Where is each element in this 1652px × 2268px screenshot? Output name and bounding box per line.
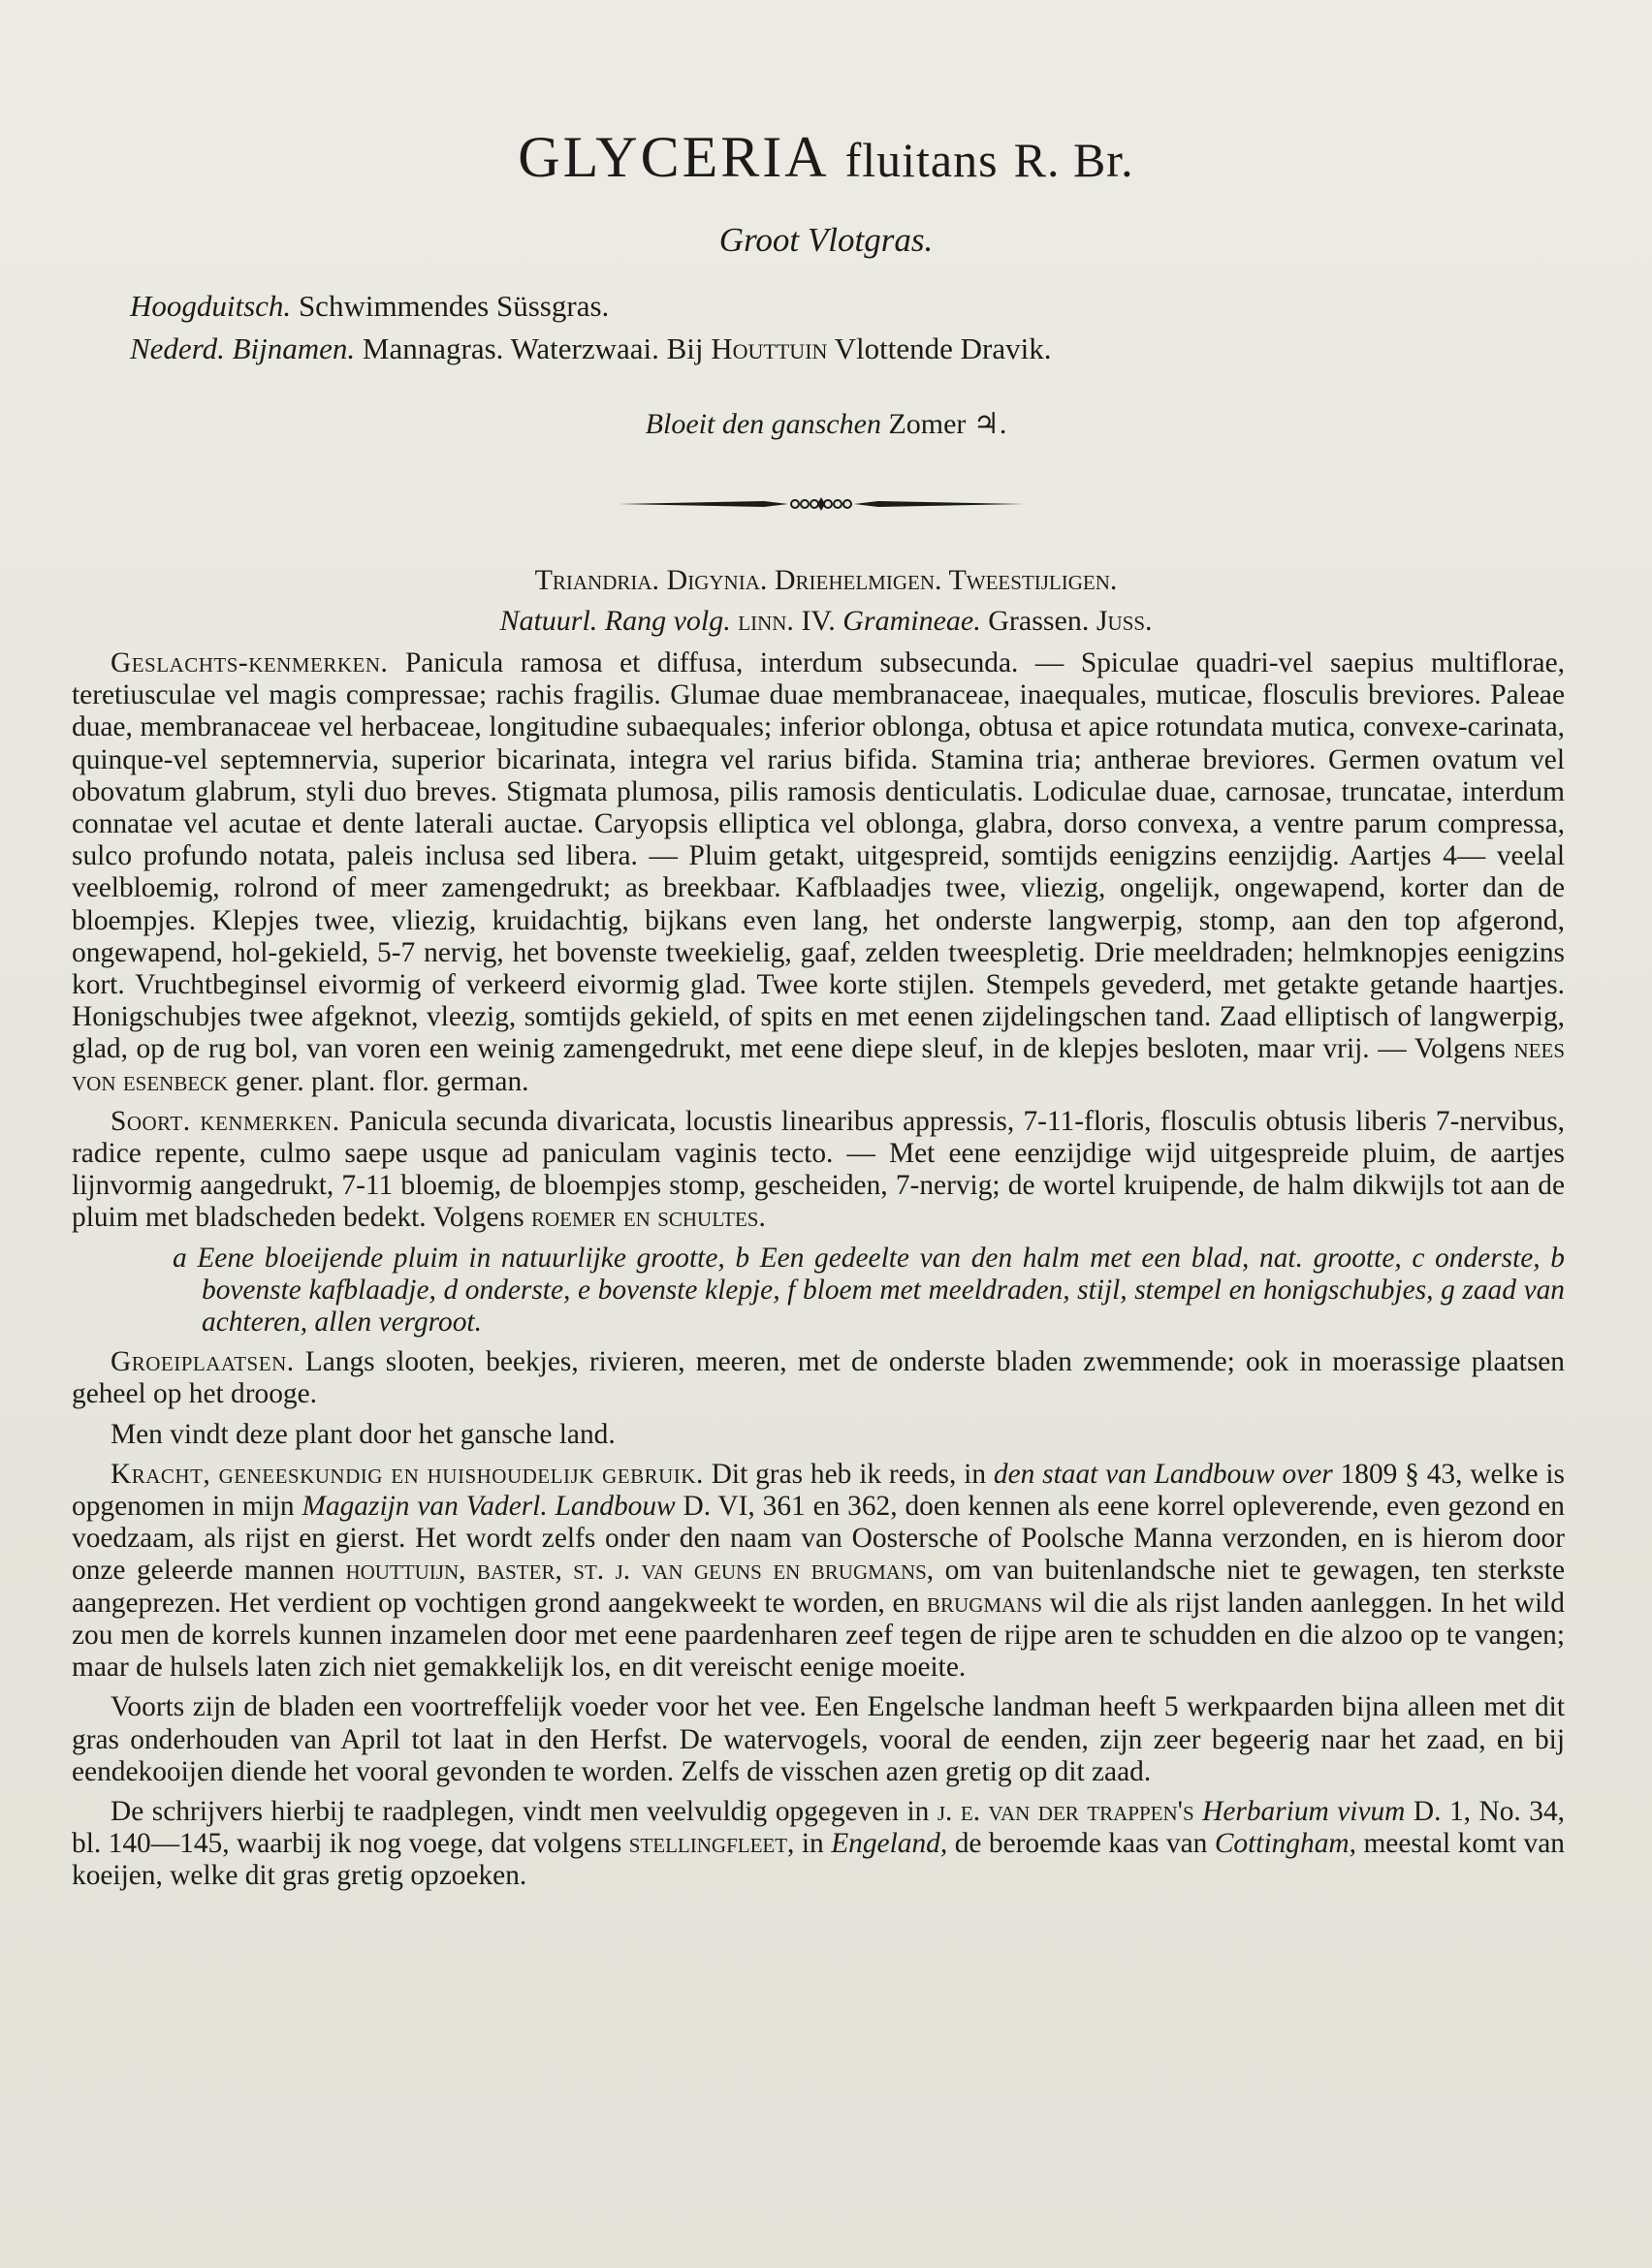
references <box>72 1796 1565 1893</box>
uses <box>72 1459 1565 1684</box>
uses-text-1: Dit gras heb ik reeds, in <box>711 1458 987 1490</box>
refs-text-3: in <box>801 1828 824 1860</box>
figure-legend-text: a Eene bloeijende pluim in natuurlijke grootte, b Een gedeelte van den halm met een blad, nat. grootte, c onderste, b bovenste kafblaadje, d onderste, e bovenste klepje, f bloem met meeldraden, stijl, stempel en honigschubjes, g zaad van achteren, allen vergroot. <box>173 1242 1565 1339</box>
refs-name: j. e. van der trappen's <box>937 1795 1194 1827</box>
fodder <box>72 1691 1565 1788</box>
dutch-label: Nederd. Bijnamen. <box>130 331 356 365</box>
refs-text-1: De schrijvers hierbij te raadplegen, vindt men veelvuldig opgegeven in <box>111 1795 930 1827</box>
refs-cott: Cottingham, <box>1214 1828 1356 1860</box>
classification-line-2 <box>0 605 1652 638</box>
juss-ref: Juss. <box>1096 605 1153 637</box>
distribution-text: Men vindt deze plant door het gansche land. <box>111 1418 616 1450</box>
dutch-names-line <box>130 331 1051 366</box>
page-title <box>0 124 1652 191</box>
genus-ref: nees von esenbeck <box>72 1033 1565 1097</box>
uses-names: houttuijn, baster, st. j. van geuns en brugmans, <box>345 1555 935 1587</box>
genus-tail: gener. plant. flor. german. <box>235 1065 529 1097</box>
genus-name: GLYCERIA <box>518 125 830 189</box>
fodder-text: Voorts zijn de bladen een voortreffelijk voeder voor het vee. Een Engelsche landman heeft 5 werkpaarden bijna alleen met dit gras onderhouden van April tot laat in den Herfst. De watervogels, vooral de eenden, zijn zeer begeerig naar het zaad, en bij eendekooijen diende het vooral gevonden te worden. Zelfs de visschen azen gretig op dit zaad. <box>72 1691 1565 1787</box>
habitat-text: Langs slooten, beekjes, rivieren, meeren, met de onderste bladen zwemmende; ook in moerassige plaatsen geheel op het drooge. <box>72 1346 1565 1410</box>
main-text <box>72 647 1565 1901</box>
classification-line-1 <box>0 564 1652 597</box>
habitat <box>72 1346 1565 1410</box>
species-label: Soort. kenmerken. <box>111 1105 340 1137</box>
uses-label: Kracht, geneeskundig en huishoudelijk gebruik. <box>111 1458 704 1490</box>
class-order: Triandria. Digynia. Driehelmigen. Tweestijligen. <box>534 564 1118 596</box>
species-name: fluitans <box>844 133 999 187</box>
uses-italic-2: Magazijn van Vaderl. Landbouw <box>302 1491 676 1523</box>
distribution <box>72 1419 1565 1451</box>
dutch-names: Mannagras. Waterzwaai. Bij <box>362 331 704 365</box>
habitat-label: Groeiplaatsen. <box>111 1346 295 1378</box>
houttuyn-name: Vlottende Dravik. <box>834 331 1052 365</box>
family-dutch: Grassen. <box>988 605 1090 637</box>
genus-text: Panicula ramosa et diffusa, interdum subsecunda. — Spiculae quadri-vel saepius multiflorae, teretiusculae vel magis compressae; rachis fragilis. Glumae duae membranaceae, inaequales, muticae, flosculis breviores. Paleae duae, membranaceae vel herbaceae, longitudine subaequales; inferior oblonga, obtusa et apice rotundata mutica, convexe-carinata, quinque-vel septemnervia, superior bicarinata, integra vel rarius bifida. Stamina tria; antherae breviores. Germen ovatum vel obovatum glabrum, styli duo breves. Stigmata plumosa, pilis ramosis denticulatis. Lodiculae duae, carnosae, truncatae, interdum connatae vel acutae et dente laterali auctae. Caryopsis elliptica vel oblonga, glabra, dorso convexa, a ventre parum compressa, sulco profundo notata, paleis inclusa sed libera. — Pluim getakt, uitgespreid, somtijds eenigzins eenzijdig. Aartjes 4— veelal veelbloemig, rolrond of meer zamengedrukt; as breekbaar. Kafblaadjes twee, vliezig, ongelijk, ongewapend, korter dan de bloempjes. Klepjes twee, vliezig, kruidachtig, bijkans even lang, het onderste langwerpig, stomp, aan den top afgerond, ongewapend, hol-gekield, 5-7 nervig, het bovenste tweekielig, gaaf, zelden tweespletig. Drie meeldraden; helmknopjes eenigzins kort. Vruchtbeginsel eivormig of verkeerd eivormig glad. Twee korte stijlen. Stempels gevederd, met getakte getande haartjes. Honigschubjes twee afgeknot, vleezig, somtijds gekield, of spits en met eenen zijdelingschen tand. Zaad elliptisch of langwerpig, glad, op de rug bol, van voren een weinig zamengedrukt, met eene diepe sleuf, in de klepjes besloten, maar vrij. — Volgens <box>72 647 1565 1065</box>
rank-label: Natuurl. Rang volg. <box>499 605 731 637</box>
rank-number: IV. <box>801 605 836 637</box>
genus-label: Geslachts-kenmerken. <box>111 647 389 678</box>
houttuyn-ref: Houttuin <box>711 331 828 365</box>
uses-italic-1: den staat van Landbouw over <box>993 1458 1333 1490</box>
species-characters <box>72 1106 1565 1235</box>
german-label: Hoogduitsch. <box>130 289 292 323</box>
bloom-text: Bloeit den ganschen <box>645 408 881 440</box>
uses-text-2: 1809 § 43, welke is opgenomen in mijn <box>72 1458 1565 1523</box>
refs-stelling: stellingfleet, <box>628 1828 795 1860</box>
german-name: Schwimmendes Süssgras. <box>298 289 610 323</box>
linn-ref: linn. <box>738 605 794 637</box>
refs-text-5: meestal komt van koeijen, welke dit gras gretig opzoeken. <box>72 1828 1565 1892</box>
dutch-common-name: Groot Vlotgras. <box>718 221 934 259</box>
uses-text-3: D. VI, 361 en 362, doen kennen als eene korrel opleverende, even gezond en voedzaam, als rijst en gierst. Het wordt zelfs onder den naam van Oostersche of Poolsche Manna verzonden, en is hierom door onze geleerde mannen <box>72 1491 1565 1587</box>
german-name-line <box>130 289 609 324</box>
species-ref: roemer en schultes. <box>531 1202 766 1234</box>
uses-brugmans: brugmans <box>927 1587 1043 1619</box>
figure-legend <box>173 1243 1565 1339</box>
family-name: Gramineae. <box>842 605 981 637</box>
species-text: Panicula secunda divaricata, locustis linearibus appressis, 7-11-floris, flosculis obtusis liberis 7-nervibus, radice repente, culmo saepe usque ad paniculam vaginis tecto. — Met eene eenzijdige wijd uitgespreide pluim, de aartjes lijnvormig aangedrukt, 7-11 bloemig, de bloempjes stomp, gescheiden, 7-nervig; de wortel kruipende, de halm dikwijls tot aan de pluim met bladscheden bedekt. Volgens <box>72 1105 1565 1234</box>
genus-characters <box>72 647 1565 1098</box>
author-abbrev: R. Br. <box>1013 133 1134 187</box>
ornament-divider <box>619 494 1024 514</box>
uses-text-5: wil die als rijst landen aanleggen. In het wild zou men de korrels kunnen inzamelen door met eene paardenharen zeef tegen de rijpe aren te schudden en die alzoo op te vangen; maar de hulsels laten zich niet gemakkelijk los, en dit vereischt eenige moeite. <box>72 1587 1565 1684</box>
uses-text-4: om van buitenlandsche niet te gewagen, ten sterkste aangeprezen. Het verdient op vochtigen grond aangekweekt te worden, en <box>72 1555 1565 1619</box>
refs-italic: Herbarium vivum <box>1202 1795 1406 1827</box>
bloom-line <box>0 407 1652 441</box>
refs-text-4: de beroemde kaas van <box>954 1828 1208 1860</box>
bloom-season: Zomer ♃. <box>888 408 1007 440</box>
refs-england: Engeland, <box>831 1828 948 1860</box>
refs-text-2: D. 1, No. 34, bl. 140—145, waarbij ik nog voege, dat volgens <box>72 1795 1566 1860</box>
